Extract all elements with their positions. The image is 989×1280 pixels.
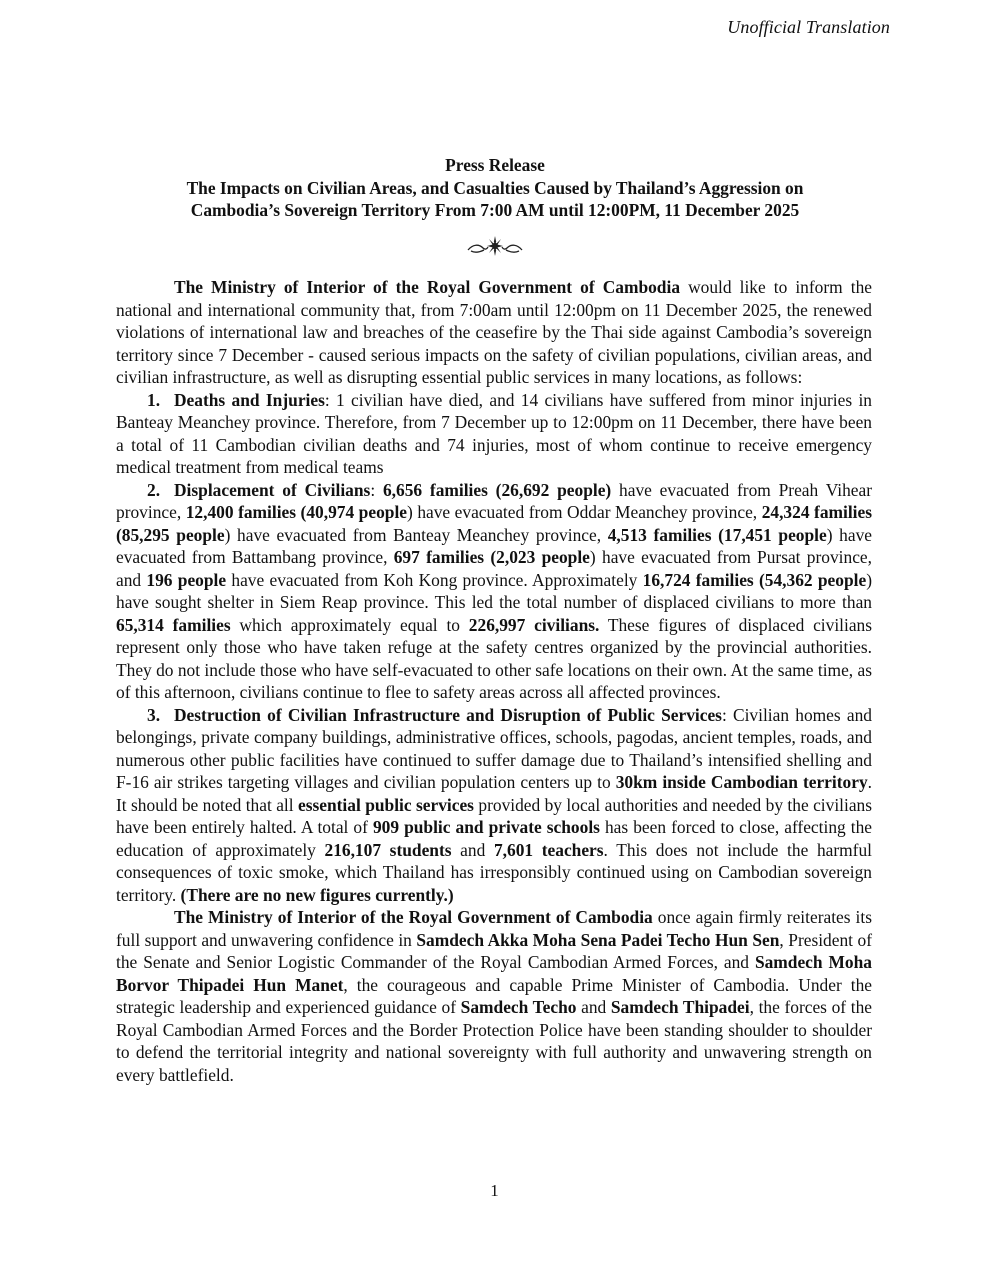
text: , the courageous and capable Prime Minister of Cambodia. Under the strategic leadership and experienced guidance of [116,974,872,1017]
text: , the forces of the Royal Cambodian Armed Forces and the Border Protection Police have been standing shoulder to shoulder to defend the territorial integrity and national sovereignty with full authority and unwavering strength on every battlefield. [116,997,872,1085]
list-item-infrastructure [116,704,872,907]
bold-text: 216,107 students [324,839,452,860]
bold-text: 30km inside Cambodian territory [615,772,868,792]
item-number: 1. [147,389,161,410]
text: ) have evacuated from Battambang province, [116,524,872,567]
text: : Civilian homes and belongings, private company buildings, administrative offices, schools, pagodas, ancient temples, roads, and numerous other public facilities have continued to suffer damage due to Thailand’s intensified shelling and F-16 air strikes targeting villages and civilian population centers up to [116,704,872,792]
item-heading: Displacement of Civilians [174,479,371,500]
ministry-name: The Ministry of Interior of the Royal Government of Cambodia [174,277,681,297]
page-number: 1 [490,1181,499,1200]
bold-text: The Ministry of Interior of the Royal Government of Cambodia [174,907,653,927]
bold-text: 6,656 families (26,692 people) [382,479,612,500]
text: once again firmly reiterates its full support and unwavering confidence in [116,907,872,950]
bold-text: 12,400 families (40,974 people [185,502,407,522]
bold-text: 24,324 families (85,295 people [116,502,872,545]
bold-text: 196 people [146,569,227,590]
intro-paragraph [116,276,872,389]
item-heading: Deaths and Injuries [174,389,325,410]
title-line-1: The Impacts on Civilian Areas, and Casualties Caused by Thailand’s Aggression on [186,177,804,198]
text: ) have evacuated from Oddar Meanchey province, [407,502,762,522]
text: These figures of displaced civilians represent only those who have taken refuge at the safety centres organized by the provincial authorities. They do not include those who have self-evacuated to other safe locations on their own. At the same time, as of this afternoon, civilians continue to flee to safety areas across all affected provinces. [116,614,872,702]
text: provided by local authorities and needed by the civilians have been entirely halted. A total of [116,794,873,837]
item-heading: Destruction of Civilian Infrastructure and Disruption of Public Services [174,704,722,725]
unofficial-translation-note: Unofficial Translation [727,17,890,37]
intro-text: would like to inform the national and international community that, from 7:00am until 12:00pm on 11 December 2025, the renewed violations of international law and breaches of the ceasefire by the Thai side against Cambodia’s sovereign territory since 7 December - caused serious impacts on the safety of civilian populations, civilian areas, and civilian infrastructure, as well as disrupting essential public services in many locations, as follows: [116,277,872,387]
text: and [451,839,494,860]
text: . It should be noted that all [116,772,872,815]
list-item-deaths-injuries [116,389,872,479]
text: ) have evacuated from Pursat province, and [116,547,872,590]
bold-text: (There are no new figures currently.) [180,884,454,905]
bold-text: Samdech Thipadei [610,997,750,1017]
list-item-displacement [116,479,872,704]
bold-text: essential public services [298,794,474,815]
text: ) have evacuated from Banteay Meanchey province, [224,524,608,545]
bold-text: 7,601 teachers [493,839,604,860]
text: and [576,997,611,1017]
item-text: : 1 civilian have died, and 14 civilians have suffered from minor injuries in Banteay Meanchey province. Therefore, from 7 December up to 12:00pm on 11 December, there have been a total of 11 Cambodian civilian deaths and 74 injuries, most of whom continue to receive emergency medical treatment from medical teams [116,389,872,477]
bold-text: 697 families (2,023 people [393,547,590,567]
text: which approximately equal to [230,614,469,635]
bold-text: 4,513 families (17,451 people [607,524,827,545]
bold-text: 909 public and private schools [372,817,600,837]
bold-text: Samdech Techo [460,997,577,1017]
bold-text: Samdech Akka Moha Sena Padei Techo Hun Sen [416,929,780,950]
text: . This does not include the harmful consequences of toxic smoke, which Thailand has irresponsibly continued using on Cambodian sovereign territory. [116,839,872,905]
text: have evacuated from Koh Kong province. Approximately [226,569,643,590]
bold-text: 16,724 families (54,362 people [642,569,867,590]
item-text [116,480,872,703]
decorative-flourish-icon [465,234,525,258]
bold-text: Samdech Moha Borvor Thipadei Hun Manet [116,952,872,995]
bold-text: 226,997 civilians. [468,614,600,635]
document-body [116,276,872,1086]
text: ) have sought shelter in Siem Reap province. This led the total number of displaced civilians to more than [116,569,872,612]
title-line-2: Cambodia’s Sovereign Territory From 7:00 AM until 12:00PM, 11 December 2025 [190,200,800,220]
text: : [370,479,383,500]
item-number: 2. [147,479,161,500]
text: has been forced to close, affecting the education of approximately [116,817,872,860]
text: have evacuated from Preah Vihear province, [116,479,872,522]
closing-paragraph [116,906,872,1086]
bold-text: 65,314 families [116,614,231,635]
text: , President of the Senate and Senior Logistic Commander of the Royal Cambodian Armed Forces, and [116,929,872,972]
press-release-title [100,154,890,222]
item-text [116,705,872,905]
item-number: 3. [147,704,161,725]
title-label: Press Release [445,155,545,175]
